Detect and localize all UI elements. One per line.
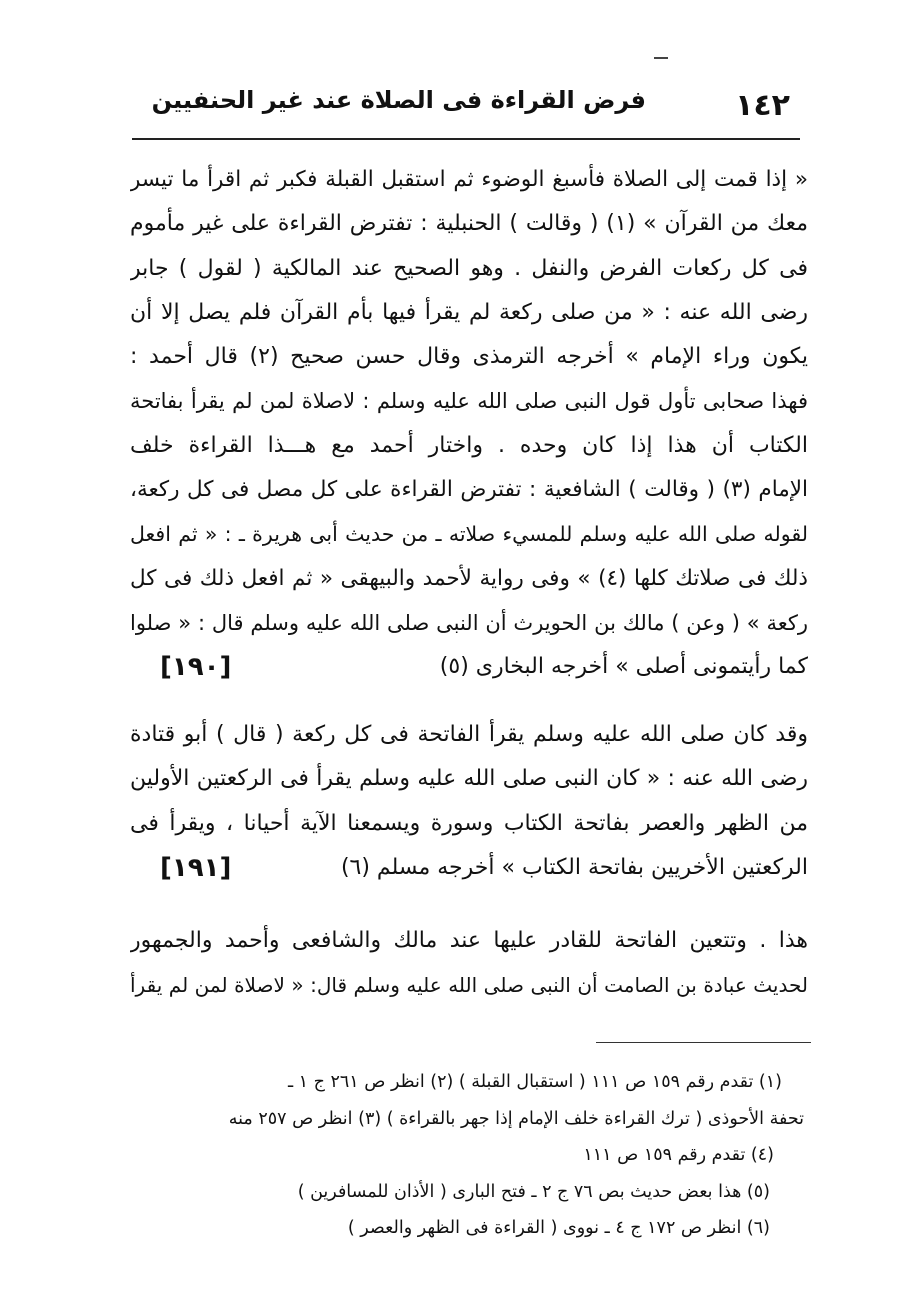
page-number: ١٤٢ bbox=[735, 88, 790, 123]
text-line: الإمام (٣) ( وقالت ) الشافعية : تفترض القراءة على كل مصل فى كل ركعة، bbox=[130, 477, 808, 503]
text-line: فى كل ركعات الفرض والنفل . وهو الصحيح عند المالكية ( لقول ) جابر bbox=[130, 255, 808, 281]
text-line-with-number bbox=[130, 645, 808, 689]
hadith-number: [١٩٠] bbox=[160, 652, 232, 683]
text-line: ذلك فى صلاتك كلها (٤) » وفى رواية لأحمد والبيهقى « ثم افعل ذلك فى كل bbox=[130, 565, 808, 591]
text-line: لحديث عبادة بن الصامت أن النبى صلى الله عليه وسلم قال: « لاصلاة لمن لم يقرأ bbox=[130, 973, 808, 998]
paragraph-3 bbox=[130, 919, 808, 1008]
running-title: فرض القراءة فى الصلاة عند غير الحنفيين bbox=[151, 86, 646, 114]
text-line: الركعتين الأخريين بفاتحة الكتاب » أخرجه مسلم (٦) bbox=[340, 854, 808, 880]
footnote: تحفة الأحوذى ( ترك القراءة خلف الإمام إذا جهر بالقراءة ) (٣) انظر ص ٢٥٧ منه bbox=[228, 1108, 804, 1129]
text-line: وقد كان صلى الله عليه وسلم يقرأ الفاتحة فى كل ركعة ( قال ) أبو قتادة bbox=[130, 722, 808, 747]
text-line: معك من القرآن » (١) ( وقالت ) الحنبلية : تفترض القراءة على غير مأموم bbox=[130, 211, 808, 237]
text-line: ركعة » ( وعن ) مالك بن الحويرث أن النبى صلى الله عليه وسلم قال : « صلوا bbox=[130, 610, 808, 635]
page-header bbox=[130, 84, 794, 132]
text-line: من الظهر والعصر بفاتحة الكتاب وسورة ويسمعنا الآية أحيانا ، ويقرأ فى bbox=[130, 810, 808, 836]
footnote: (٥) هذا بعض حديث بص ٧٦ ج ٢ ـ فتح البارى ( الأذان للمسافرين ) bbox=[297, 1181, 770, 1202]
top-mark bbox=[654, 57, 668, 59]
footnote: (١) تقدم رقم ١٥٩ ص ١١١ ( استقبال القبلة ) (٢) انظر ص ٢٦١ ج ١ ـ bbox=[287, 1072, 782, 1092]
hadith-number: [١٩١] bbox=[160, 852, 232, 883]
footnote-rule bbox=[596, 1042, 811, 1043]
text-line: لقوله صلى الله عليه وسلم للمسيء صلاته ـ من حديث أبى هريرة ـ : « ثم افعل bbox=[130, 522, 808, 547]
paragraph-2 bbox=[130, 713, 808, 890]
footnotes bbox=[130, 1064, 810, 1247]
text-line: هذا . وتتعين الفاتحة للقادر عليها عند مالك والشافعى وأحمد والجمهور bbox=[130, 928, 808, 953]
footnote: (٦) انظر ص ١٧٢ ج ٤ ـ نووى ( القراءة فى الظهر والعصر ) bbox=[347, 1218, 770, 1238]
footnote: (٤) تقدم رقم ١٥٩ ص ١١١ bbox=[583, 1145, 774, 1165]
text-line: كما رأيتمونى أصلى » أخرجه البخارى (٥) bbox=[439, 654, 808, 680]
text-line: فهذا صحابى تأول قول النبى صلى الله عليه وسلم : لاصلاة لمن لم يقرأ بفاتحة bbox=[130, 389, 808, 414]
header-rule bbox=[132, 138, 800, 140]
text-line: « إذا قمت إلى الصلاة فأسبغ الوضوء ثم استقبل القبلة فكبر ثم اقرأ ما تيسر bbox=[130, 167, 808, 192]
paragraph-1 bbox=[130, 158, 808, 690]
text-line: يكون وراء الإمام » أخرجه الترمذى وقال حسن صحيح (٢) قال أحمد : bbox=[130, 344, 808, 370]
text-line: رضى الله عنه : « كان النبى صلى الله عليه وسلم يقرأ فى الركعتين الأولين bbox=[130, 766, 808, 792]
text-line-with-number bbox=[130, 846, 808, 890]
text-line: رضى الله عنه : « من صلى ركعة لم يقرأ فيها بأم القرآن فلم يصل إلا أن bbox=[130, 299, 808, 325]
text-line: الكتاب أن هذا إذا كان وحده . واختار أحمد مع هـــذا القراءة خلف bbox=[130, 432, 808, 458]
